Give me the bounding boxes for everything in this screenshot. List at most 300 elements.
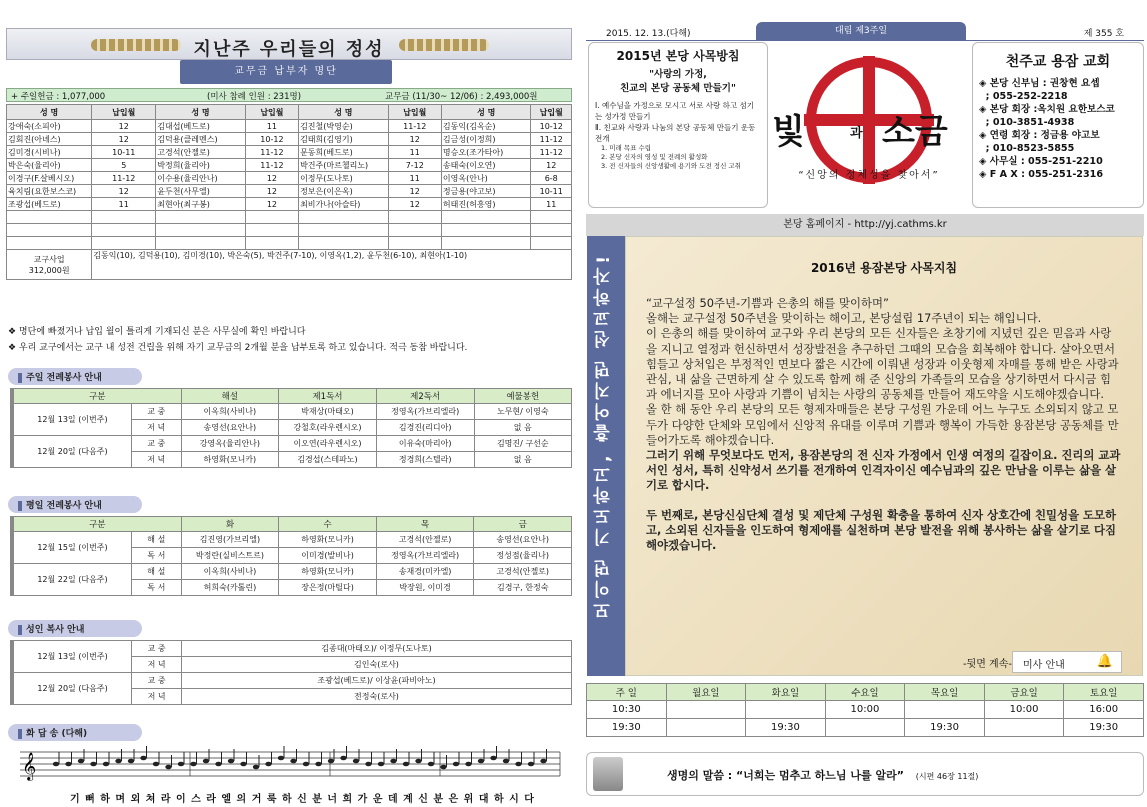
table-cell: 11-12 bbox=[245, 159, 298, 172]
mass-time bbox=[666, 701, 746, 719]
table-cell: 정경희(스텔라) bbox=[376, 452, 474, 468]
note-mark bbox=[65, 762, 71, 767]
table-cell: 해 설 bbox=[131, 564, 181, 580]
mass-time bbox=[746, 701, 826, 719]
mass-time bbox=[984, 719, 1064, 737]
mass-time: 19:30 bbox=[905, 719, 985, 737]
column-header: 성 명 bbox=[7, 105, 92, 120]
table-cell: 교 중 bbox=[132, 673, 182, 689]
church-info-line: ◈ 사무실 : 055-251-2210 bbox=[979, 156, 1103, 167]
table-cell bbox=[92, 224, 156, 237]
table-cell: 10-11 bbox=[531, 185, 572, 198]
note-mark bbox=[453, 762, 459, 767]
table-cell: 송재경(미카엘) bbox=[376, 564, 474, 580]
table-cell: 육치림(요한보스코) bbox=[7, 185, 92, 198]
table-cell: 정금용(야고보) bbox=[441, 185, 531, 198]
table-cell: 11 bbox=[92, 198, 156, 211]
policy-slogan: "사랑의 가정, 친교의 본당 공동체 만들기" bbox=[620, 69, 736, 94]
table-cell: 조광섭(베드로)/ 이상윤(파비아노) bbox=[181, 673, 571, 689]
table-cell: 김진철(박영순) bbox=[299, 120, 389, 133]
note-mark bbox=[153, 762, 159, 767]
note-mark bbox=[203, 759, 209, 764]
table-cell: 11-12 bbox=[531, 146, 572, 159]
note-mark bbox=[340, 756, 346, 761]
article-paragraph: 올해는 교구설정 50주년을 맞이하는 해이고, 본당설립 17주년이 되는 해입니다. bbox=[646, 311, 1042, 326]
sunday-service-table bbox=[10, 388, 572, 468]
jesus-portrait-icon bbox=[593, 757, 623, 791]
table-cell: 강애숙(소피아) bbox=[7, 120, 92, 133]
table-cell: 저 녁 bbox=[131, 420, 181, 436]
table-cell: 이미경(발비나) bbox=[279, 548, 377, 564]
day-header: 월요일 bbox=[666, 684, 746, 701]
table-cell: 이영옥(안나) bbox=[441, 172, 531, 185]
word-of-life bbox=[586, 752, 1144, 796]
table-cell: 저 녁 bbox=[131, 452, 181, 468]
altar-server-heading: 성인 복사 안내 bbox=[8, 620, 142, 637]
table-cell: 전정숙(로사) bbox=[181, 689, 571, 705]
note-mark bbox=[140, 756, 146, 761]
day-header: 화요일 bbox=[746, 684, 826, 701]
policy-title: 2015년 본당 사목방침 bbox=[616, 49, 740, 63]
note-mark bbox=[265, 762, 271, 767]
note-mark bbox=[278, 756, 284, 761]
church-info-line: ◈ F A X : 055-251-2316 bbox=[979, 169, 1104, 180]
mass-time bbox=[825, 719, 905, 737]
table-cell: 조광섭(베드로) bbox=[7, 198, 92, 211]
note-mark bbox=[515, 762, 521, 767]
day-header: 목요일 bbox=[905, 684, 985, 701]
table-cell: 이유숙(마리아) bbox=[376, 436, 474, 452]
date-cell: 12월 13일 (이번주) bbox=[12, 404, 131, 436]
policy-sub-3: 3. 전 신자들의 신앙생활에 용기와 도전 정신 고취 bbox=[601, 162, 741, 170]
mass-time: 16:00 bbox=[1064, 701, 1144, 719]
article-title: 2016년 용잠본당 사목지침 bbox=[810, 261, 958, 275]
weekday-service-table bbox=[10, 516, 572, 596]
church-info-line: ; 055-252-2218 bbox=[979, 91, 1068, 102]
mass-time: 19:30 bbox=[1064, 719, 1144, 737]
table-cell: 문동희(베드로) bbox=[299, 146, 389, 159]
note-mark bbox=[528, 762, 534, 767]
note-mark bbox=[290, 759, 296, 764]
pastoral-guideline-article bbox=[625, 236, 1143, 676]
table-cell: 최현아(최구봉) bbox=[156, 198, 246, 211]
table-cell: 송태숙(이오연) bbox=[441, 159, 531, 172]
church-info-line: ; 010-3851-4938 bbox=[979, 117, 1075, 128]
motto-text: 모이면 기도하고, 흩어지면 선교하자! bbox=[594, 252, 614, 619]
note-mark bbox=[315, 762, 321, 767]
note-1: ❖ 명단에 빠졌거나 납입 월이 틀리게 기재되신 분은 사무실에 확인 바랍니다 bbox=[8, 327, 306, 337]
note-mark bbox=[103, 762, 109, 767]
table-cell: 12 bbox=[245, 185, 298, 198]
church-name: 천주교 용잠 교회 bbox=[1005, 54, 1111, 70]
note-mark bbox=[328, 759, 334, 764]
day-header: 금요일 bbox=[984, 684, 1064, 701]
mass-time: 19:30 bbox=[587, 719, 667, 737]
table-cell: 박재상(마태오) bbox=[279, 404, 377, 420]
table-cell: 윤두천(사무엘) bbox=[156, 185, 246, 198]
psalm-heading: 화 답 송 (다해) bbox=[8, 724, 142, 741]
column-header: 성 명 bbox=[441, 105, 531, 120]
table-row bbox=[7, 146, 572, 159]
mass-row bbox=[587, 701, 1144, 719]
mass-row bbox=[587, 719, 1144, 737]
ornament-right bbox=[399, 39, 489, 51]
note-mark bbox=[540, 759, 546, 764]
table-row bbox=[12, 404, 572, 420]
table-cell: 김회진(아녜스) bbox=[7, 133, 92, 146]
table-cell: 김동익(김옥순) bbox=[441, 120, 531, 133]
note-mark bbox=[53, 762, 59, 767]
table-cell: 독 서 bbox=[131, 548, 181, 564]
note-mark bbox=[440, 765, 446, 770]
issue-number: 제 355 호 bbox=[1083, 29, 1124, 39]
note-mark bbox=[403, 762, 409, 767]
article-paragraph: 이 은총의 해를 맞이하여 교구와 우리 본당의 모든 신자들은 초창기에 지녔던 깊은 믿음과 사랑을 지니고 열정과 헌신하면서 성장발전을 추구하던 그때의 모습을 회복해야 합니다. 살아오면서 힘들고 상처입은 부정적인 면보다 짧은 시간에 이뤄낸 성장과 이웃형제 자매를 통해 받은 사랑과 관심, 내 삶을 근면하게 살 수 있도록 함께 해 준 신앙의 가족들의 모습을 상기하면서 다시금 힘과 에너지를 모아 사랑과 기쁨이 넘치는 사랑의 공동체를 만들어 재도약을 시도해야겠습니다. bbox=[646, 326, 1119, 402]
note-mark bbox=[503, 759, 509, 764]
donation-header bbox=[6, 28, 572, 60]
table-cell: 교 중 bbox=[132, 641, 182, 657]
mass-time: 10:00 bbox=[825, 701, 905, 719]
column-header: 제2독서 bbox=[376, 389, 474, 404]
policy-item-1: Ⅰ. 예수님을 가정으로 모시고 서로 사랑 하고 섬기는 성가정 만들기 bbox=[595, 101, 754, 121]
table-row bbox=[12, 532, 572, 548]
note-mark bbox=[378, 762, 384, 767]
table-cell: 하영화(모니카) bbox=[279, 532, 377, 548]
table-cell: 정영옥(가브리엘라) bbox=[376, 404, 474, 420]
church-info-line: ◈ 연령 회장 : 정금용 야고보 bbox=[979, 130, 1100, 141]
table-cell: 10-12 bbox=[531, 120, 572, 133]
column-header: 납입월 bbox=[388, 105, 441, 120]
table-row bbox=[12, 673, 572, 689]
table-cell: 송영선(요안나) bbox=[474, 532, 572, 548]
word-label: 생명의 말씀 : bbox=[667, 769, 737, 782]
mass-info-label bbox=[1012, 651, 1122, 673]
issue-bar bbox=[586, 22, 1144, 40]
continued-note: -뒷면 계속- bbox=[962, 659, 1012, 670]
table-cell bbox=[441, 237, 531, 250]
table-cell: 명승오(조가타아) bbox=[441, 146, 531, 159]
table-cell: 김미경(시비나) bbox=[7, 146, 92, 159]
table-cell: 해 설 bbox=[131, 532, 181, 548]
table-cell: 12 bbox=[92, 120, 156, 133]
table-cell: 박정희(율리아) bbox=[156, 159, 246, 172]
pastoral-policy-box bbox=[588, 42, 768, 208]
table-cell: 이오연(라우렌시오) bbox=[279, 436, 377, 452]
table-cell: 없 음 bbox=[474, 420, 572, 436]
table-cell: 12 bbox=[388, 133, 441, 146]
table-cell bbox=[388, 237, 441, 250]
issue-date: 2015. 12. 13.(다해) bbox=[606, 29, 691, 39]
table-cell: 없 음 bbox=[474, 452, 572, 468]
word-text: “너희는 멈추고 하느님 나를 알라” bbox=[736, 769, 904, 782]
note-mark bbox=[390, 759, 396, 764]
empty-row bbox=[7, 211, 572, 224]
page-title: 지난주 우리들의 정성 bbox=[193, 39, 385, 60]
table-cell: 교 중 bbox=[131, 436, 181, 452]
note-mark bbox=[215, 762, 221, 767]
table-cell: 11-12 bbox=[92, 172, 156, 185]
table-cell: 이정무(도나토) bbox=[299, 172, 389, 185]
table-cell: 11-12 bbox=[388, 120, 441, 133]
church-info-line: ; 010-8523-5855 bbox=[979, 143, 1075, 154]
note-mark bbox=[428, 762, 434, 767]
table-cell: 7-12 bbox=[388, 159, 441, 172]
column-header: 성 명 bbox=[156, 105, 246, 120]
table-cell: 5 bbox=[92, 159, 156, 172]
note-mark bbox=[90, 762, 96, 767]
table-cell: 6-8 bbox=[531, 172, 572, 185]
article-paragraph: 그러기 위해 무엇보다도 먼저, 용잠본당의 전 신자 가정에서 인생 여정의 길잡이요. 진리의 교과서인 성서, 특히 신약성서 쓰기를 전개하여 인격자이신 예수님과의 깊은 만남을 이루는 삶을 살기로 합시다. bbox=[646, 448, 1121, 493]
bell-icon: 🔔 bbox=[1096, 654, 1113, 669]
church-info-line: ◈ 본당 신부님 : 권창현 요셉 bbox=[979, 78, 1100, 89]
table-cell: 김대섭(베드로) bbox=[156, 120, 246, 133]
column-header: 수 bbox=[279, 517, 377, 532]
mass-info-text: 미사 안내 bbox=[1023, 660, 1065, 671]
note-2: ❖ 우리 교구에서는 교구 내 성전 건립을 위해 자기 교무금의 2개월 분을 납부토록 하고 있습니다. 적극 동참 바랍니다. bbox=[8, 343, 468, 353]
table-row bbox=[12, 436, 572, 452]
attendance: (미사 참례 인원 : 231명) bbox=[207, 92, 302, 102]
table-cell: 장은정(마틸다) bbox=[279, 580, 377, 596]
table-cell bbox=[156, 237, 246, 250]
table-cell: 이옥희(사비나) bbox=[181, 404, 279, 420]
donation-summary bbox=[6, 88, 572, 102]
table-cell bbox=[92, 211, 156, 224]
mass-time: 19:30 bbox=[746, 719, 826, 737]
column-header: 구분 bbox=[12, 389, 181, 404]
date-cell: 12월 22일 (다음주) bbox=[12, 564, 131, 596]
table-cell: 노무현/ 이영숙 bbox=[474, 404, 572, 420]
note-mark bbox=[415, 759, 421, 764]
empty-row bbox=[7, 224, 572, 237]
table-cell: 12 bbox=[531, 159, 572, 172]
note-mark bbox=[490, 756, 496, 761]
table-cell: 박은숙(율리아) bbox=[7, 159, 92, 172]
table-cell: 허태진(허흥영) bbox=[441, 198, 531, 211]
note-mark bbox=[365, 762, 371, 767]
note-mark bbox=[165, 765, 171, 770]
table-cell bbox=[245, 224, 298, 237]
table-cell: 11-12 bbox=[531, 133, 572, 146]
table-cell bbox=[299, 211, 389, 224]
table-cell bbox=[7, 237, 92, 250]
logo-tagline: “신앙의 정체성을 찾아서” bbox=[798, 170, 940, 181]
donor-table bbox=[6, 104, 572, 280]
word-reference: (시편 46장 11절) bbox=[915, 772, 979, 781]
day-header: 토요일 bbox=[1064, 684, 1144, 701]
mass-time: 10:00 bbox=[984, 701, 1064, 719]
column-header: 화 bbox=[181, 517, 279, 532]
school-label-text: 교구사업 bbox=[33, 254, 65, 264]
table-cell: 저 녁 bbox=[132, 657, 182, 673]
policy-sub-1: 1. 미래 목표 수립 bbox=[601, 144, 652, 152]
column-header: 납입월 bbox=[92, 105, 156, 120]
table-cell: 이옥희(사비나) bbox=[181, 564, 279, 580]
table-cell: 강영옥(율리안나) bbox=[181, 436, 279, 452]
school-label bbox=[7, 250, 92, 280]
table-cell: 고경석(안젤로) bbox=[156, 146, 246, 159]
table-cell bbox=[156, 211, 246, 224]
table-cell bbox=[156, 224, 246, 237]
table-cell: 독 서 bbox=[131, 580, 181, 596]
school-row bbox=[7, 250, 572, 280]
column-header: 성 명 bbox=[299, 105, 389, 120]
note-mark bbox=[178, 762, 184, 767]
table-cell bbox=[441, 211, 531, 224]
logo-word-salt: 소금 bbox=[882, 112, 948, 152]
notes bbox=[8, 324, 574, 356]
logo-word-light: 빛 bbox=[772, 112, 805, 152]
table-cell bbox=[299, 224, 389, 237]
table-cell: 하영화(모니카) bbox=[279, 564, 377, 580]
table-cell: 고경석(안젤로) bbox=[474, 564, 572, 580]
school-amount: 312,000원 bbox=[28, 265, 70, 275]
table-cell: 정보은(이은옥) bbox=[299, 185, 389, 198]
school-names: 김동익(10), 김덕용(10), 김미경(10), 박은숙(5), 박건주(7-10), 이영옥(1,2), 윤두천(6-10), 최현아(1-10) bbox=[92, 250, 572, 280]
table-cell: 12 bbox=[92, 133, 156, 146]
psalm-score bbox=[10, 742, 570, 788]
note-mark bbox=[253, 765, 259, 770]
table-cell: 박장원, 이미경 bbox=[376, 580, 474, 596]
column-header: 해설 bbox=[181, 389, 279, 404]
table-cell: 김경진(리디아) bbox=[376, 420, 474, 436]
treble-clef-icon: 𝄞 bbox=[22, 752, 37, 780]
dues-total: 교무금 (11/30~ 12/06) : 2,493,000원 bbox=[385, 92, 538, 102]
note-mark bbox=[353, 759, 359, 764]
date-cell: 12월 13일 (이번주) bbox=[12, 641, 132, 673]
table-cell: 김인숙(로사) bbox=[181, 657, 571, 673]
policy-sub-2: 2. 본당 신자의 영성 및 전례의 활성화 bbox=[601, 153, 708, 161]
table-cell bbox=[245, 211, 298, 224]
table-cell bbox=[441, 224, 531, 237]
column-header: 예물봉헌 bbox=[474, 389, 572, 404]
note-mark bbox=[240, 762, 246, 767]
table-row bbox=[7, 120, 572, 133]
note-mark bbox=[303, 762, 309, 767]
column-header: 목 bbox=[376, 517, 474, 532]
table-cell bbox=[92, 237, 156, 250]
table-cell bbox=[388, 211, 441, 224]
sunday-service-heading: 주일 전례봉사 안내 bbox=[8, 368, 142, 385]
table-row bbox=[7, 133, 572, 146]
altar-server-table bbox=[10, 640, 572, 705]
table-cell bbox=[531, 237, 572, 250]
date-cell: 12월 15일 (이번주) bbox=[12, 532, 131, 564]
liturgical-week: 대림 제3주일 bbox=[756, 22, 966, 40]
weekday-service-heading: 평일 전례봉사 안내 bbox=[8, 496, 142, 513]
note-mark bbox=[465, 762, 471, 767]
article-paragraph: “교구설정 50주년-기쁨과 은총의 해를 맞이하며” bbox=[646, 296, 889, 310]
table-row bbox=[12, 641, 572, 657]
table-cell: 김경섭(스테파노) bbox=[279, 452, 377, 468]
table-cell: 하영화(모니카) bbox=[181, 452, 279, 468]
table-row bbox=[7, 185, 572, 198]
light-and-salt-logo bbox=[766, 42, 972, 208]
table-cell: 김태희(김영기) bbox=[299, 133, 389, 146]
table-cell: 11 bbox=[245, 120, 298, 133]
table-cell bbox=[388, 224, 441, 237]
column-header: 납입월 bbox=[245, 105, 298, 120]
table-cell: 박정란(실비스트르) bbox=[181, 548, 279, 564]
table-cell: 김경구, 한정숙 bbox=[474, 580, 572, 596]
psalm-lyrics: 기 뻐 하 며 외 쳐 라 이 스 라 엘 의 거 룩 하 신 분 너 희 가 운 데 계 신 분 은 위 대 하 시 다 bbox=[70, 794, 535, 805]
table-cell: 12 bbox=[92, 185, 156, 198]
table-cell: 김진영(가브리엘) bbox=[181, 532, 279, 548]
table-cell: 10-11 bbox=[92, 146, 156, 159]
article-paragraph: 올 한 해 동안 우리 본당의 모든 형제자매들은 본당 구성원 가운데 어느 누구도 소외되지 않고 모두가 다양한 단체와 모임에서 신앙적 유대를 이루며 기쁨과 행복이 가득한 용잠본당 공동체를 만들어가도록 해야겠습니다. bbox=[646, 402, 1119, 447]
column-header: 구분 bbox=[12, 517, 181, 532]
note-mark bbox=[190, 762, 196, 767]
table-cell: 12 bbox=[388, 185, 441, 198]
table-row bbox=[7, 159, 572, 172]
table-cell bbox=[299, 237, 389, 250]
mass-schedule-table bbox=[586, 683, 1144, 737]
table-cell: 김덕용(클레멘스) bbox=[156, 133, 246, 146]
policy-item-2: Ⅱ. 친교와 사랑과 나눔의 본당 공동체 만들기 운동 전개 bbox=[595, 123, 756, 143]
mass-time bbox=[905, 701, 985, 719]
table-cell: 정영옥(가브리엘라) bbox=[376, 548, 474, 564]
table-cell: 11-12 bbox=[245, 146, 298, 159]
mass-time: 10:30 bbox=[587, 701, 667, 719]
table-cell: 김금성(이정희) bbox=[441, 133, 531, 146]
table-row bbox=[7, 172, 572, 185]
day-header: 수요일 bbox=[825, 684, 905, 701]
article-paragraph: 두 번째로, 본당신심단체 결성 및 제단체 구성원 확충을 통하여 신자 상호간에 친밀성을 도모하고, 소외된 신자들을 인도하여 형제애를 실천하며 본당 발전을 위해 봉사하는 삶을 살기로 다짐해야겠습니다. bbox=[646, 507, 1117, 553]
table-cell: 고경석(안젤로) bbox=[376, 532, 474, 548]
table-cell bbox=[531, 224, 572, 237]
table-cell: 이수용(율리안나) bbox=[156, 172, 246, 185]
table-cell: 송영선(요안나) bbox=[181, 420, 279, 436]
table-cell bbox=[531, 211, 572, 224]
table-cell bbox=[7, 224, 92, 237]
homepage-link[interactable]: 본당 홈페이지 - http://yj.cathms.kr bbox=[586, 214, 1144, 236]
table-cell: 정성점(율리나) bbox=[474, 548, 572, 564]
table-cell: 교 중 bbox=[131, 404, 181, 420]
table-cell: 저 녁 bbox=[132, 689, 182, 705]
motto-band bbox=[587, 236, 625, 676]
table-cell: 11 bbox=[531, 198, 572, 211]
table-cell bbox=[7, 211, 92, 224]
table-cell: 허희숙(카톨린) bbox=[181, 580, 279, 596]
date-cell: 12월 20일 (다음주) bbox=[12, 436, 131, 468]
table-cell: 12 bbox=[388, 198, 441, 211]
column-header: 납입월 bbox=[531, 105, 572, 120]
table-cell bbox=[245, 237, 298, 250]
table-cell: 11 bbox=[388, 146, 441, 159]
logo-word-and: 과 bbox=[850, 126, 863, 141]
empty-row bbox=[7, 237, 572, 250]
table-cell: 박건주(마르첼리노) bbox=[299, 159, 389, 172]
column-header: 금 bbox=[474, 517, 572, 532]
column-header: 제1독서 bbox=[279, 389, 377, 404]
note-mark bbox=[228, 759, 234, 764]
note-mark bbox=[128, 759, 134, 764]
table-cell: 11 bbox=[388, 172, 441, 185]
date-cell: 12월 20일 (다음주) bbox=[12, 673, 132, 705]
table-row bbox=[7, 198, 572, 211]
note-mark bbox=[78, 759, 84, 764]
table-cell: 12 bbox=[245, 172, 298, 185]
mass-time bbox=[666, 719, 746, 737]
table-cell: 이경구(F.살베시오) bbox=[7, 172, 92, 185]
sunday-offering: + 주일헌금 : 1,077,000 bbox=[11, 92, 106, 102]
donor-list-subtitle: 교무금 납부자 명단 bbox=[180, 60, 392, 84]
table-cell: 강철호(라우렌시오) bbox=[279, 420, 377, 436]
day-header: 주 일 bbox=[587, 684, 667, 701]
table-row bbox=[12, 564, 572, 580]
note-mark bbox=[478, 759, 484, 764]
table-cell: 김종대(마태오)/ 이정무(도나토) bbox=[181, 641, 571, 657]
church-info-line: ◈ 본당 회장 :옥치원 요한보스코 bbox=[979, 104, 1115, 115]
